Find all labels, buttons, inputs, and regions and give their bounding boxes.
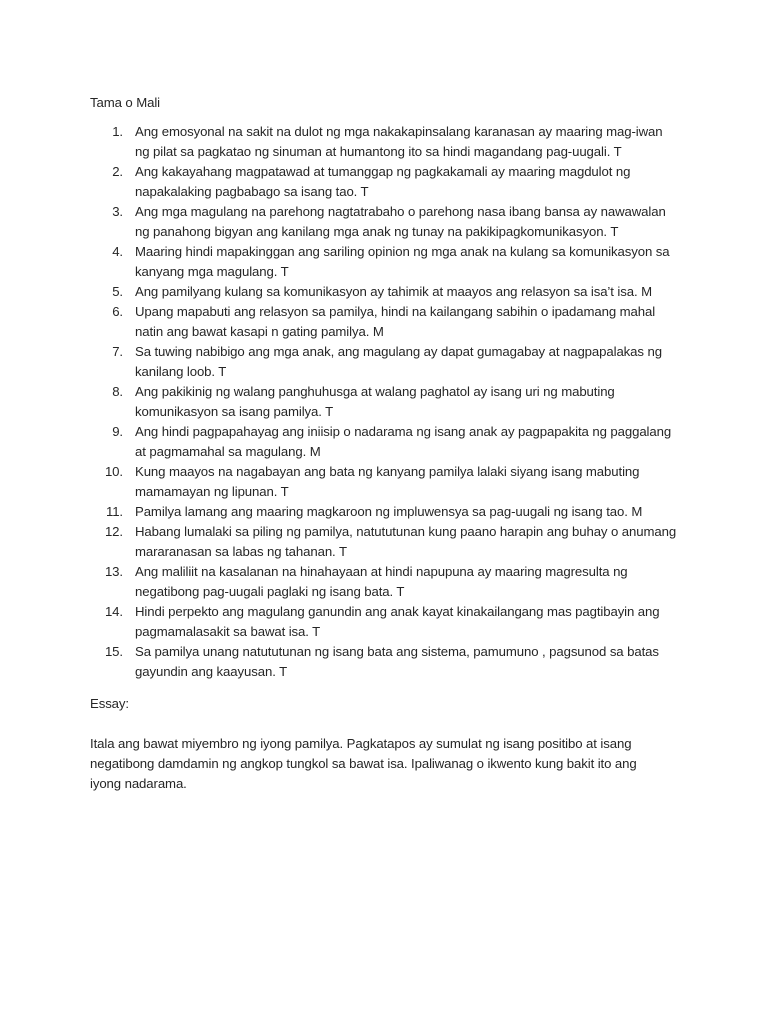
list-item	[90, 342, 680, 382]
item-number: 7.	[112, 344, 123, 359]
item-text: Pamilya lamang ang maaring magkaroon ng impluwensya sa pag-uugali ng isang tao. M	[135, 504, 643, 519]
list-item	[90, 602, 680, 642]
item-text: Ang pamilyang kulang sa komunikasyon ay tahimik at maayos ang relasyon sa isa’t isa. M	[135, 284, 652, 299]
list-item	[90, 122, 680, 162]
item-number: 10.	[104, 464, 123, 479]
item-number: 8.	[112, 384, 123, 399]
item-text: Ang emosyonal na sakit na dulot ng mga nakakapinsalang karanasan ay maaring mag-iwan ng pilat sa pagkatao ng sinuman at humantong ito sa hindi magandang pag-uugali. T	[135, 124, 663, 159]
list-item	[90, 462, 680, 502]
list-item	[90, 282, 680, 302]
list-item	[90, 502, 680, 522]
item-number: 15.	[104, 644, 123, 659]
item-text: Habang lumalaki sa piling ng pamilya, natututunan kung paano harapin ang buhay o anumang mararanasan sa labas ng tahanan. T	[135, 524, 677, 559]
list-item	[90, 642, 680, 682]
item-number: 4.	[112, 244, 123, 259]
list-item	[90, 242, 680, 282]
list-item	[90, 522, 680, 562]
list-item	[90, 422, 680, 462]
section-heading-tama-o-mali: Tama o Mali	[90, 95, 160, 110]
item-text: Ang pakikinig ng walang panghuhusga at walang paghatol ay isang uri ng mabuting komunikasyon sa isang pamilya. T	[135, 384, 615, 419]
item-text: Ang kakayahang magpatawad at tumanggap ng pagkakamali ay maaring magdulot ng napakalaking pagbabago sa isang tao. T	[135, 164, 631, 199]
document-content	[90, 93, 680, 794]
list-item	[90, 302, 680, 342]
item-text: Hindi perpekto ang magulang ganundin ang anak kayat kinakailangang mas pagtibayin ang pagmamalasakit sa bawat isa. T	[135, 604, 660, 639]
item-number: 13.	[104, 564, 123, 579]
item-number: 14.	[104, 604, 123, 619]
item-text: Ang hindi pagpapahayag ang iniisip o nadarama ng isang anak ay pagpapakita ng paggalang at pagmamahal sa magulang. M	[135, 424, 672, 459]
item-text: Sa tuwing nabibigo ang mga anak, ang magulang ay dapat gumagabay at nagpapalakas ng kanilang loob. T	[135, 344, 662, 379]
item-number: 3.	[112, 204, 123, 219]
essay-instructions: Itala ang bawat miyembro ng iyong pamilya. Pagkatapos ay sumulat ng isang positibo at isang negatibong damdamin ng angkop tungkol sa bawat isa. Ipaliwanag o ikwento kung bakit ito ang iyong nadarama.	[90, 736, 637, 791]
item-number: 1.	[112, 124, 123, 139]
essay-heading: Essay:	[90, 696, 129, 711]
item-number: 6.	[112, 304, 123, 319]
item-text: Upang mapabuti ang relasyon sa pamilya, hindi na kailangang sabihin o ipadamang mahal natin ang bawat kasapi n gating pamilya. M	[135, 304, 656, 339]
item-number: 11.	[105, 504, 123, 519]
list-item	[90, 162, 680, 202]
item-text: Ang maliliit na kasalanan na hinahayaan at hindi napupuna ay maaring magresulta ng negatibong pag-uugali paglaki ng isang bata. T	[135, 564, 628, 599]
item-number: 5.	[112, 284, 123, 299]
item-text: Ang mga magulang na parehong nagtatrabaho o parehong nasa ibang bansa ay nawawalan ng panahong bigyan ang kanilang mga anak ng tunay na pakikipagkomunikasyon. T	[135, 204, 666, 239]
list-item	[90, 382, 680, 422]
list-item	[90, 562, 680, 602]
item-text: Maaring hindi mapakinggan ang sariling opinion ng mga anak na kulang sa komunikasyon sa kanyang mga magulang. T	[135, 244, 670, 279]
item-number: 12.	[104, 524, 123, 539]
item-text: Kung maayos na nagabayan ang bata ng kanyang pamilya lalaki siyang isang mabuting mamamayan ng lipunan. T	[135, 464, 640, 499]
list-item	[90, 202, 680, 242]
item-number: 9.	[112, 424, 123, 439]
true-false-list	[90, 122, 680, 682]
item-number: 2.	[112, 164, 123, 179]
item-text: Sa pamilya unang natututunan ng isang bata ang sistema, pamumuno , pagsunod sa batas gayundin ang kaayusan. T	[135, 644, 659, 679]
